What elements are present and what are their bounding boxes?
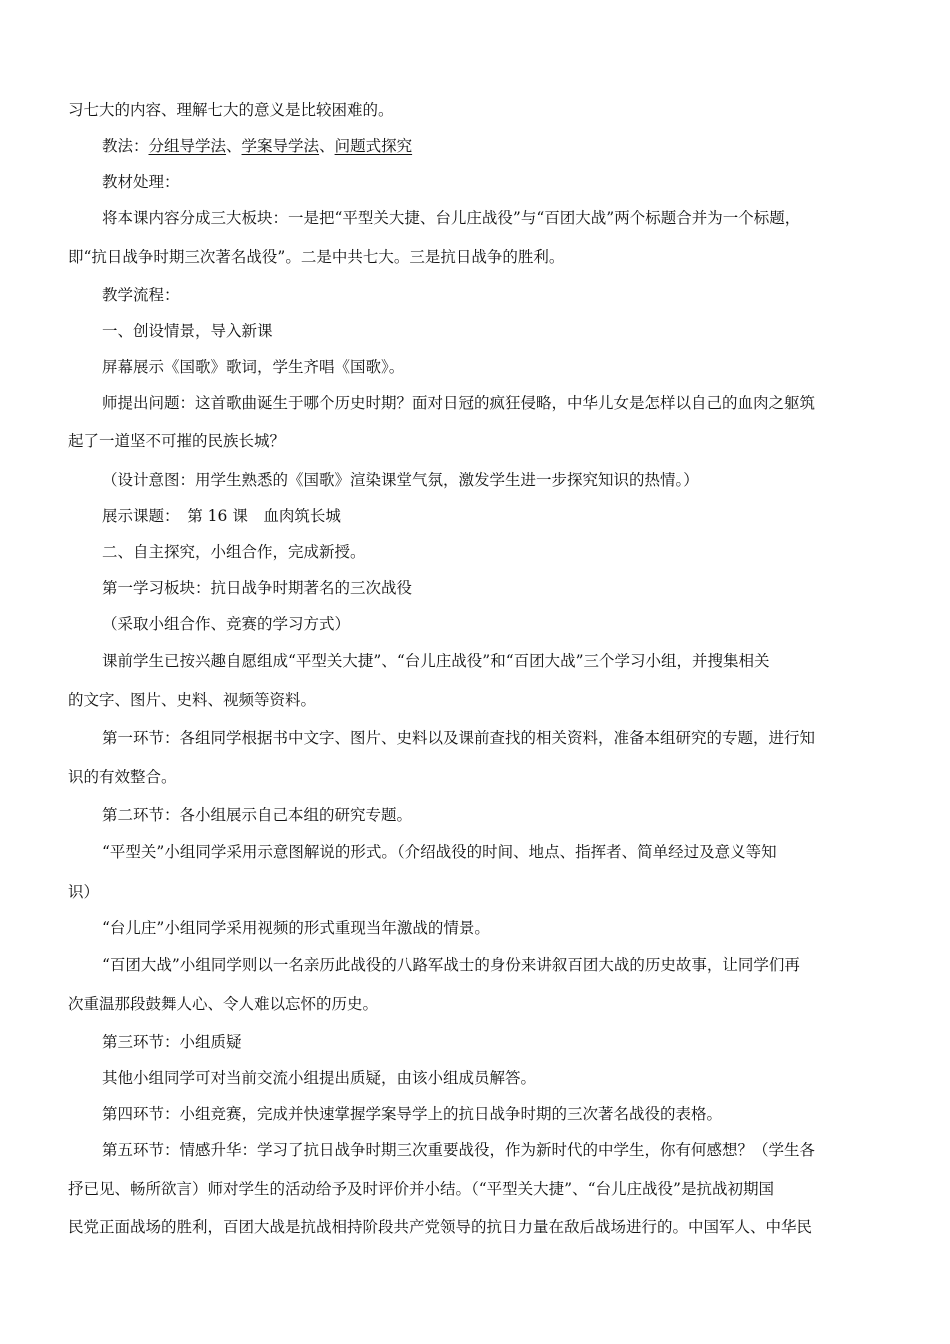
text-line: 第一环节：各组同学根据书中文字、图片、史料以及课前查找的相关资料，准备本组研究的专题，进行知: [102, 729, 816, 747]
text-line: 即“抗日战争时期三次著名战役”。二是中共七大。三是抗日战争的胜利。: [68, 248, 565, 266]
text-line: 一、创设情景，导入新课: [102, 322, 273, 340]
text-line: 识的有效整合。: [68, 768, 177, 786]
text-line: 的文字、图片、史料、视频等资料。: [68, 691, 317, 709]
method-question-inquiry: 问题式探究: [334, 137, 413, 155]
text-line: 课前学生已按兴趣自愿组成“平型关大捷”、“台儿庄战役”和“百团大战”三个学习小组，并搜集相关: [102, 652, 770, 670]
section-heading: 教材处理：: [102, 173, 180, 191]
method-group-guided: 分组导学法: [148, 137, 227, 155]
text-line: “台儿庄”小组同学采用视频的形式重现当年激战的情景。: [102, 919, 490, 937]
text-line: 第五环节：情感升华：学习了抗日战争时期三次重要战役，作为新时代的中学生，你有何感想？（学生各: [102, 1141, 816, 1159]
text-line: 第一学习板块：抗日战争时期著名的三次战役: [102, 579, 413, 597]
text-line: 其他小组同学可对当前交流小组提出质疑，由该小组成员解答。: [102, 1069, 537, 1087]
text-line: （采取小组合作、竞赛的学习方式）: [102, 615, 351, 633]
teaching-methods-line: [102, 136, 888, 156]
separator: 、: [226, 137, 242, 155]
text-line: 第四环节：小组竞赛，完成并快速掌握学案导学上的抗日战争时期的三次著名战役的表格。: [102, 1105, 723, 1123]
lesson-title-line: 展示课题： 第 16 课 血肉筑长城: [102, 507, 341, 525]
text-line: 第三环节：小组质疑: [102, 1033, 242, 1051]
text-line: “平型关”小组同学采用示意图解说的形式。（介绍战役的时间、地点、指挥者、简单经过及意义等知: [102, 843, 777, 861]
teaching-methods-label: 教法：: [102, 137, 149, 155]
text-line: 次重温那段鼓舞人心、令人难以忘怀的历史。: [68, 995, 379, 1013]
text-line: 识）: [68, 883, 100, 901]
text-line: 二、自主探究，小组合作，完成新授。: [102, 543, 366, 561]
text-line: 屏幕展示《国歌》歌词，学生齐唱《国歌》。: [102, 358, 405, 376]
text-line: 民党正面战场的胜利，百团大战是抗战相持阶段共产党领导的抗日力量在敌后战场进行的。中国军人、中华民: [68, 1218, 813, 1236]
method-case-guided: 学案导学法: [241, 137, 320, 155]
text-line: 将本课内容分成三大板块：一是把“平型关大捷、台儿庄战役”与“百团大战”两个标题合并为一个标题，: [102, 209, 801, 227]
text-line: 习七大的内容、理解七大的意义是比较困难的。: [68, 101, 394, 119]
text-line: 起了一道坚不可摧的民族长城？: [68, 432, 286, 450]
text-line: 师提出问题：这首歌曲诞生于哪个历史时期？面对日冠的疯狂侵略，中华儿女是怎样以自己的血肉之躯筑: [102, 394, 816, 412]
text-line: “百团大战”小组同学则以一名亲历此战役的八路军战士的身份来讲叙百团大战的历史故事，让同学们再: [102, 956, 800, 974]
text-line: 抒已见、畅所欲言）师对学生的活动给予及时评价并小结。（“平型关大捷”、“台儿庄战役”是抗战初期国: [68, 1180, 774, 1198]
text-line: 第二环节：各小组展示自己本组的研究专题。: [102, 806, 413, 824]
section-heading: 教学流程：: [102, 286, 180, 304]
text-line: （设计意图：用学生熟悉的《国歌》渲染课堂气氛，激发学生进一步探究知识的热情。）: [102, 471, 699, 489]
separator: 、: [319, 137, 335, 155]
